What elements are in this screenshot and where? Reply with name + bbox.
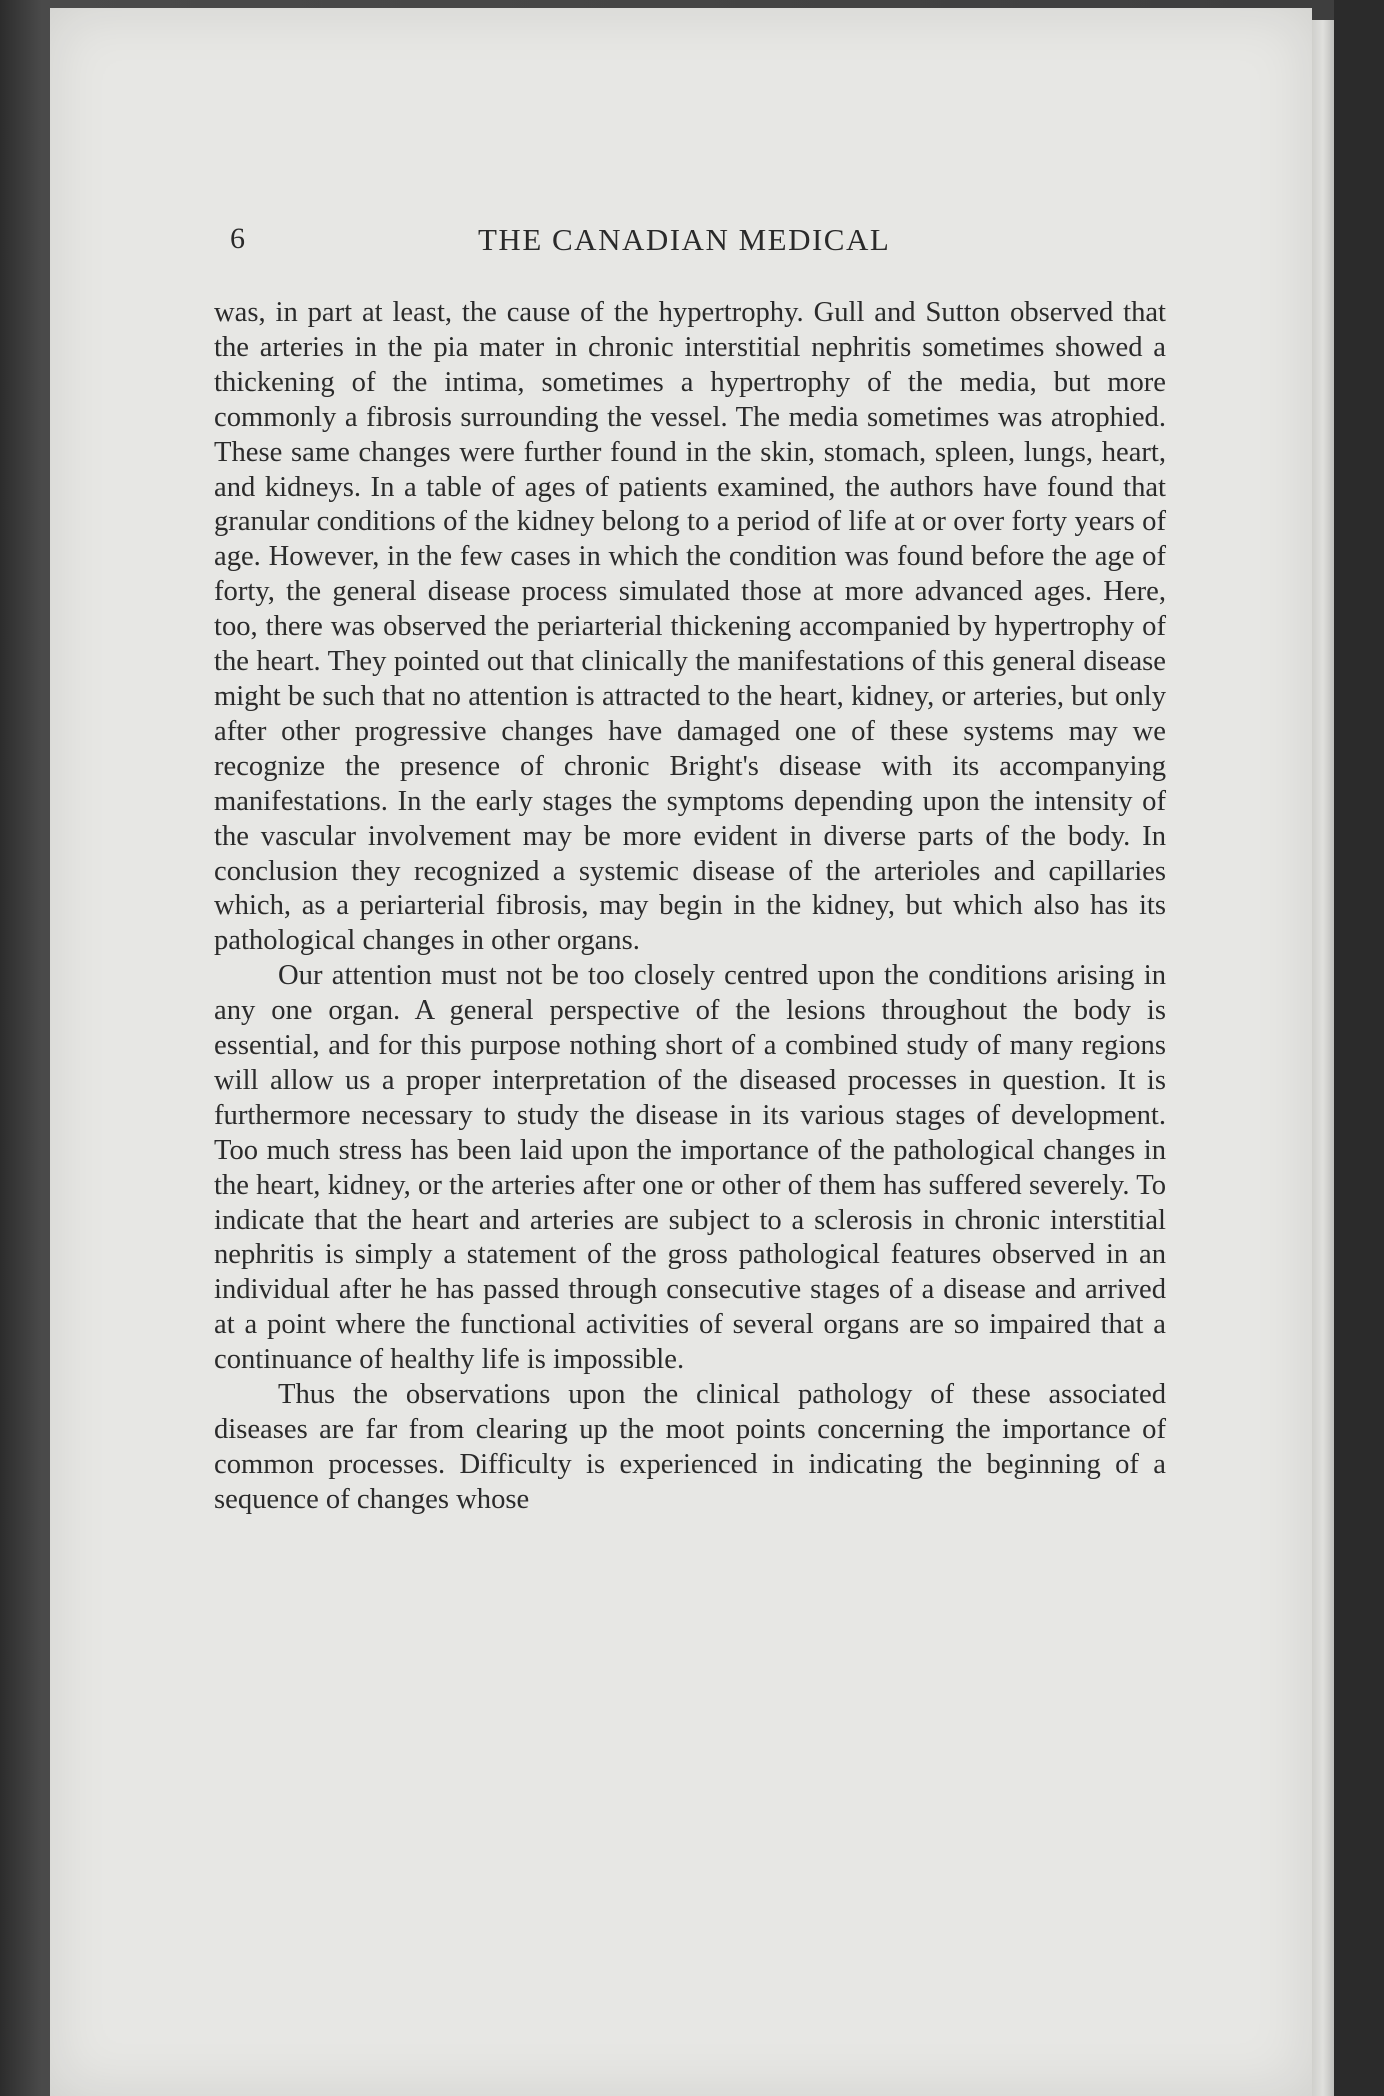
paragraph: Thus the observations upon the clinical pathology of these associated diseases are far from clearing up the moot points concerning the importance of common processes. Difficulty is experienced in indicating the beginning of a sequence of changes whose bbox=[214, 1379, 1166, 1515]
body-text bbox=[214, 296, 1166, 1518]
running-head: THE CANADIAN MEDICAL bbox=[478, 222, 891, 257]
paragraph: Our attention must not be too closely centred upon the conditions arising in any one organ. A general perspective of the lesions throughout the body is essential, and for this purpose nothing short of a combined study of many regions will allow us a proper interpretation of the diseased processes in question. It is furthermore necessary to study the disease in its various stages of development. Too much stress has been laid upon the importance of the pathological changes in the heart, kidney, or the arteries after one or other of them has suffered severely. To indicate that the heart and arteries are subject to a sclerosis in chronic interstitial nephritis is simply a statement of the gross pathological features observed in an individual after he has passed through consecutive stages of a disease and arrived at a point where the functional activities of several organs are so impaired that a continuance of healthy life is impossible. bbox=[214, 960, 1166, 1376]
paragraph-continued: was, in part at least, the cause of the hypertrophy. Gull and Sutton observed that the arteries in the pia mater in chronic interstitial nephritis sometimes showed a thickening of the intima, sometimes a hypertrophy of the media, but more commonly a fibrosis surrounding the vessel. The media sometimes was atrophied. These same changes were further found in the skin, stomach, spleen, lungs, heart, and kidneys. In a table of ages of patients examined, the authors have found that granular conditions of the kidney belong to a period of life at or over forty years of age. However, in the few cases in which the condition was found before the age of forty, the general disease process simulated those at more advanced ages. Here, too, there was observed the periarterial thickening accompanied by hypertrophy of the heart. They pointed out that clinically the manifestations of this general disease might be such that no attention is attracted to the heart, kidney, or arteries, but only after other progressive changes have damaged one of these systems may we recognize the presence of chronic Bright's disease with its accompanying manifestations. In the early stages the symptoms depending upon the intensity of the vascular involvement may be more evident in diverse parts of the body. In conclusion they recognized a systemic disease of the arterioles and capillaries which, as a periarterial fibrosis, may begin in the kidney, but which also has its pathological changes in other organs. bbox=[214, 297, 1166, 957]
next-page-edge bbox=[1312, 20, 1334, 2096]
page-number: 6 bbox=[230, 222, 245, 255]
scanner-margin bbox=[1334, 0, 1384, 2096]
page-header bbox=[230, 222, 930, 262]
